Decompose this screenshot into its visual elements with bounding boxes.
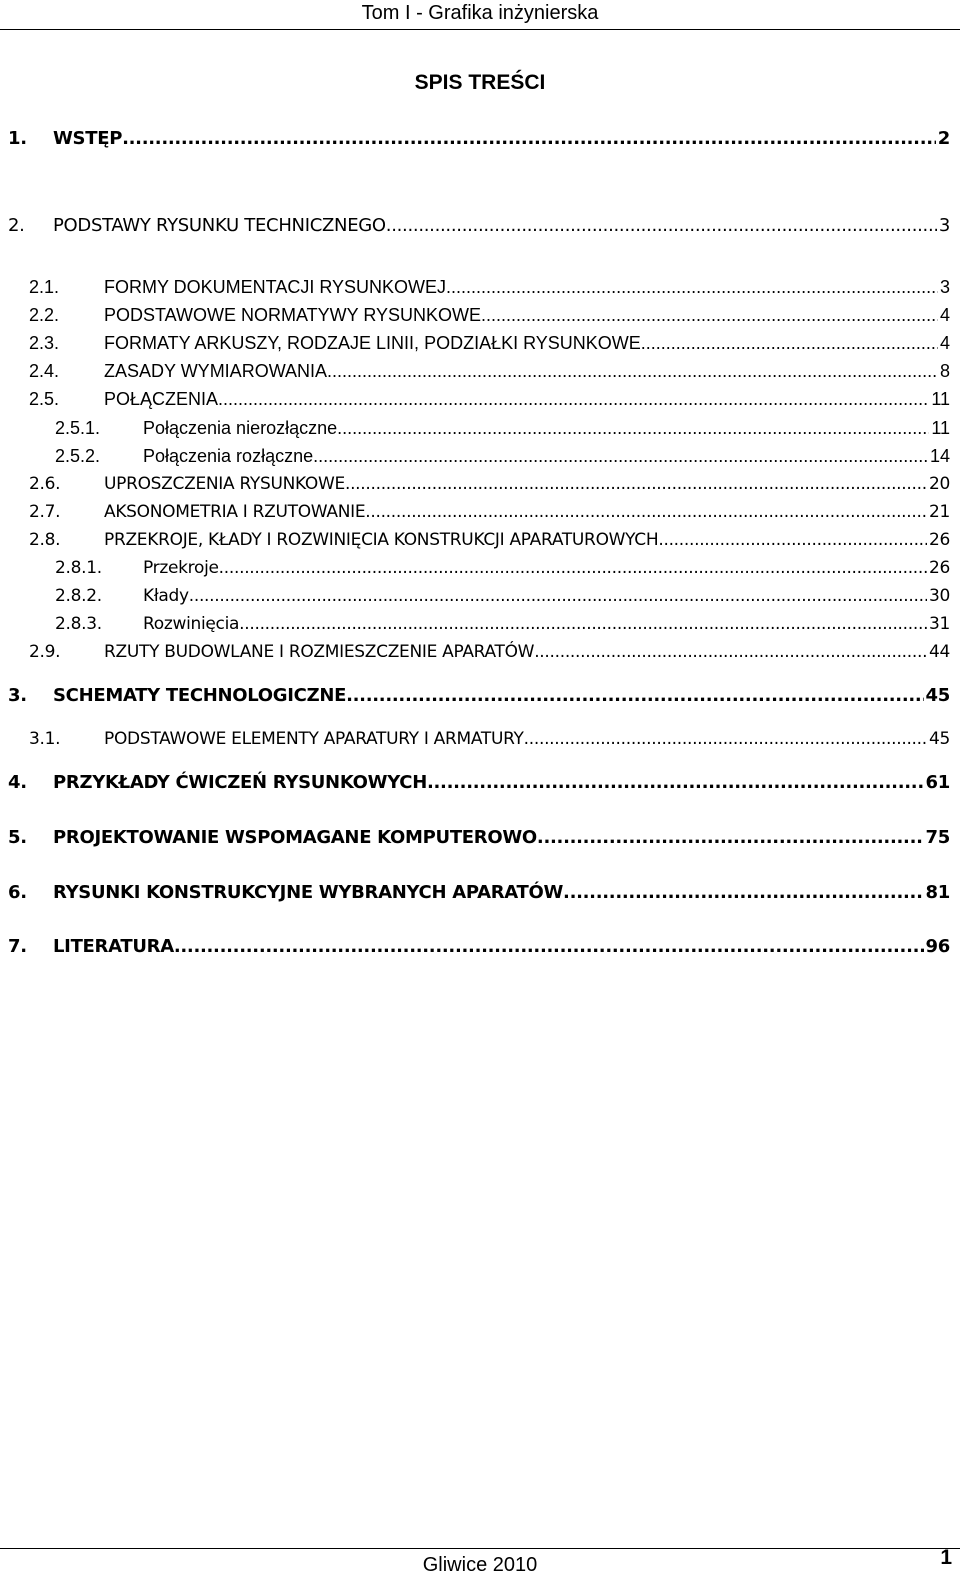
toc-entry-page: 3 (939, 277, 950, 297)
toc-entry-page: 45 (925, 685, 950, 706)
toc-entry-number: 2.5.1. (55, 418, 101, 438)
toc-dot-leader (318, 441, 928, 471)
footer-place-year: Gliwice 2010 (422, 1554, 538, 1576)
toc-entry-title: LITERATURA (53, 936, 174, 957)
toc-dot-leader (563, 878, 924, 908)
toc-entry-title: RZUTY BUDOWLANE I ROZMIESZCZENIE APARATÓW (104, 642, 535, 662)
toc-dot-leader (327, 356, 938, 386)
toc-entry-title: RYSUNKI KONSTRUKCYJNE WYBRANYCH APARATÓW (53, 882, 564, 903)
toc-entry-number: 2.1. (29, 277, 60, 297)
toc-entry-title: PODSTAWY RYSUNKU TECHNICZNEGO (53, 215, 386, 236)
toc-entry-subsection-2-8-2[interactable] (0, 581, 960, 611)
toc-entry-title: PODSTAWOWE ELEMENTY APARATURY I ARMATURY (104, 729, 524, 749)
toc-entry-page: 81 (925, 882, 950, 903)
toc-entry-page: 26 (928, 530, 950, 550)
toc-entry-title: AKSONOMETRIA I RZUTOWANIE (104, 502, 366, 522)
toc-entry-page: 3 (938, 215, 950, 236)
toc-entry-number: 1. (8, 128, 27, 149)
toc-entry-title: ZASADY WYMIAROWANIA (104, 361, 328, 381)
toc-dot-leader (524, 724, 927, 754)
toc-entry-page: 21 (928, 502, 950, 522)
toc-entry-page: 31 (928, 614, 950, 634)
toc-entry-page: 8 (939, 361, 950, 381)
toc-entry-section-2-7[interactable] (0, 497, 960, 527)
toc-dot-leader (481, 300, 938, 330)
toc-entry-title: POŁĄCZENIA (104, 389, 219, 409)
toc-entry-number: 2.5. (29, 389, 60, 409)
toc-entry-subsection-2-8-1[interactable] (0, 553, 960, 583)
toc-entry-number: 5. (8, 827, 27, 848)
toc-entry-page: 4 (939, 333, 950, 353)
toc-dot-leader (219, 553, 927, 583)
toc-entry-number: 2.8.3. (55, 614, 102, 634)
toc-entry-chapter-2[interactable] (0, 211, 960, 241)
toc-entry-title: PRZYKŁADY ĆWICZEŃ RYSUNKOWYCH (53, 772, 427, 793)
toc-entry-title: FORMY DOKUMENTACJI RYSUNKOWEJ (104, 277, 447, 297)
toc-entry-number: 2.7. (29, 502, 61, 522)
toc-entry-title: Rozwinięcia (143, 614, 240, 634)
toc-entry-number: 2. (8, 215, 25, 236)
toc-entry-title: Połączenia rozłączne. (143, 446, 319, 466)
footer-divider (0, 1548, 960, 1549)
toc-dot-leader (345, 469, 927, 499)
toc-entry-number: 2.3. (29, 333, 60, 353)
toc-entry-number: 3.1. (29, 729, 61, 749)
toc-entry-chapter-6[interactable] (0, 878, 960, 908)
toc-entry-page: 75 (925, 827, 950, 848)
toc-entry-section-2-2[interactable] (0, 300, 960, 330)
toc-entry-number: 4. (8, 772, 27, 793)
toc-dot-leader (641, 328, 938, 358)
toc-entry-title: PODSTAWOWE NORMATYWY RYSUNKOWE (104, 305, 482, 325)
toc-entry-chapter-4[interactable] (0, 768, 960, 798)
toc-entry-section-3-1[interactable] (0, 724, 960, 754)
toc-entry-title: Kłady (143, 586, 189, 606)
toc-entry-title: PROJEKTOWANIE WSPOMAGANE KOMPUTEROWO (53, 827, 537, 848)
toc-entry-page: 61 (925, 772, 950, 793)
toc-entry-title: Przekroje (143, 558, 219, 578)
toc-dot-leader (658, 525, 927, 555)
toc-entry-title: Połączenia nierozłączne. (143, 418, 343, 438)
toc-dot-leader (218, 384, 929, 414)
toc-entry-subsection-2-8-3[interactable] (0, 609, 960, 639)
toc-entry-number: 2.8.2. (55, 586, 102, 606)
toc-entry-chapter-7[interactable] (0, 932, 960, 962)
toc-entry-title: PRZEKROJE, KŁADY I ROZWINIĘCIA KONSTRUKCJI APARATUROWYCH (104, 530, 659, 550)
toc-dot-leader (537, 823, 924, 853)
toc-dot-leader (189, 581, 927, 611)
toc-entry-page: 4 (939, 305, 950, 325)
toc-dot-leader (386, 211, 937, 241)
toc-title: SPIS TREŚCI (414, 71, 546, 94)
toc-entry-chapter-1[interactable] (0, 124, 960, 154)
toc-dot-leader (365, 497, 927, 527)
toc-entry-section-2-9[interactable] (0, 637, 960, 667)
toc-entry-number: 3. (8, 685, 27, 706)
toc-entry-page: 96 (925, 936, 950, 957)
toc-entry-section-2-1[interactable] (0, 272, 960, 302)
toc-entry-number: 2.4. (29, 361, 60, 381)
toc-entry-section-2-5[interactable] (0, 384, 960, 414)
toc-entry-page: 45 (928, 729, 950, 749)
toc-entry-title: UPROSZCZENIA RYSUNKOWE (104, 474, 345, 494)
footer-page-number: 1 (940, 1546, 952, 1569)
toc-dot-leader (239, 609, 927, 639)
toc-entry-page: 11 (931, 418, 950, 438)
toc-entry-page: 2 (937, 128, 950, 149)
toc-entry-number: 2.6. (29, 474, 61, 494)
toc-entry-section-2-6[interactable] (0, 469, 960, 499)
toc-entry-number: 2.8. (29, 530, 61, 550)
toc-entry-title: FORMATY ARKUSZY, RODZAJE LINII, PODZIAŁKI RYSUNKOWE (104, 333, 641, 353)
toc-dot-leader (446, 272, 938, 302)
toc-entry-number: 2.9. (29, 642, 61, 662)
toc-entry-section-2-4[interactable] (0, 356, 960, 386)
toc-entry-page: 20 (928, 474, 950, 494)
toc-dot-leader (427, 768, 924, 798)
toc-entry-subsection-2-5-2[interactable] (0, 441, 960, 471)
toc-entry-subsection-2-5-1[interactable] (0, 413, 960, 443)
header-divider (0, 29, 960, 30)
toc-entry-chapter-5[interactable] (0, 823, 960, 853)
toc-entry-number: 7. (8, 936, 27, 957)
toc-entry-section-2-3[interactable] (0, 328, 960, 358)
toc-entry-title: SCHEMATY TECHNOLOGICZNE (53, 685, 347, 706)
toc-dot-leader (174, 932, 924, 962)
toc-entry-chapter-3[interactable] (0, 681, 960, 711)
toc-entry-page: 44 (928, 642, 950, 662)
toc-entry-page: 30 (928, 586, 950, 606)
toc-entry-number: 2.2. (29, 305, 60, 325)
toc-entry-number: 2.8.1. (55, 558, 102, 578)
toc-dot-leader (534, 637, 927, 667)
toc-dot-leader (342, 413, 929, 443)
toc-entry-section-2-8[interactable] (0, 525, 960, 555)
toc-entry-page: 11 (931, 389, 950, 409)
toc-dot-leader (346, 681, 923, 711)
toc-entry-number: 6. (8, 882, 27, 903)
toc-entry-page: 26 (928, 558, 950, 578)
running-header: Tom I - Grafika inżynierska (361, 2, 599, 24)
toc-entry-title: WSTĘP (53, 128, 123, 149)
toc-entry-number: 2.5.2. (55, 446, 101, 466)
toc-entry-page: 14 (929, 446, 950, 466)
toc-dot-leader (122, 124, 936, 154)
